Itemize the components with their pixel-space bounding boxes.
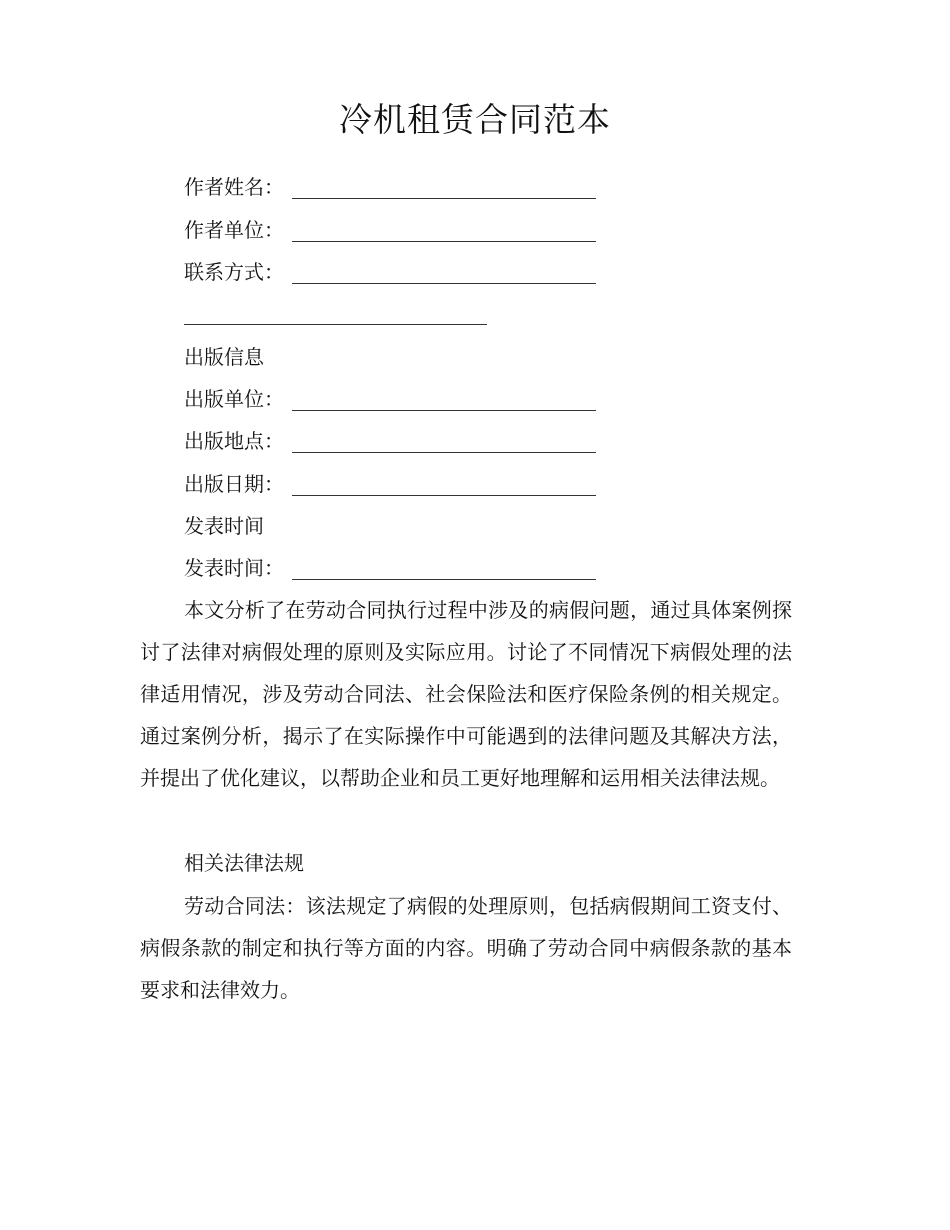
publication-date-field bbox=[184, 469, 284, 499]
publication-heading: 出版信息 bbox=[184, 345, 264, 369]
publication-place-label: 出版地点： bbox=[184, 429, 284, 453]
abstract-paragraph: 本文分析了在劳动合同执行过程中涉及的病假问题，通过具体案例探讨了法律对病假处理的原则及实际应用。讨论了不同情况下病假处理的法律适用情况，涉及劳动合同法、社会保险法和医疗保险条例的相关规定。通过案例分析，揭示了在实际操作中可能遇到的法律问题及其解决方法，并提出了优化建议，以帮助企业和员工更好地理解和运用相关法律法规。 bbox=[140, 598, 792, 790]
contact-field bbox=[184, 257, 284, 287]
publication-date-label: 出版日期： bbox=[184, 472, 284, 496]
section-heading: 相关法律法规 bbox=[184, 851, 304, 875]
release-time-label: 发表时间： bbox=[184, 556, 284, 580]
labor-contract-law-paragraph: 劳动合同法：该法规定了病假的处理原则，包括病假期间工资支付、病假条款的制定和执行等方面的内容。明确了劳动合同中病假条款的基本要求和法律效力。 bbox=[140, 894, 792, 1002]
release-time-field bbox=[184, 553, 284, 583]
publisher-field bbox=[184, 384, 284, 414]
author-affiliation-field bbox=[184, 215, 284, 245]
contact-label: 联系方式： bbox=[184, 260, 284, 284]
author-affiliation-blank-line bbox=[292, 241, 596, 242]
author-name-field bbox=[184, 172, 284, 202]
contact-blank-line bbox=[292, 283, 596, 284]
separator-line bbox=[184, 324, 487, 325]
release-time-blank-line bbox=[292, 579, 596, 580]
author-affiliation-label: 作者单位： bbox=[184, 218, 284, 242]
author-name-blank-line bbox=[292, 198, 596, 199]
publication-place-blank-line bbox=[292, 452, 596, 453]
publication-place-field bbox=[184, 426, 284, 456]
document-title: 冷机租赁合同范本 bbox=[339, 100, 611, 139]
publisher-label: 出版单位： bbox=[184, 387, 284, 411]
publication-date-blank-line bbox=[292, 495, 596, 496]
release-heading: 发表时间 bbox=[184, 514, 264, 538]
publisher-blank-line bbox=[292, 410, 596, 411]
author-name-label: 作者姓名： bbox=[184, 175, 284, 199]
